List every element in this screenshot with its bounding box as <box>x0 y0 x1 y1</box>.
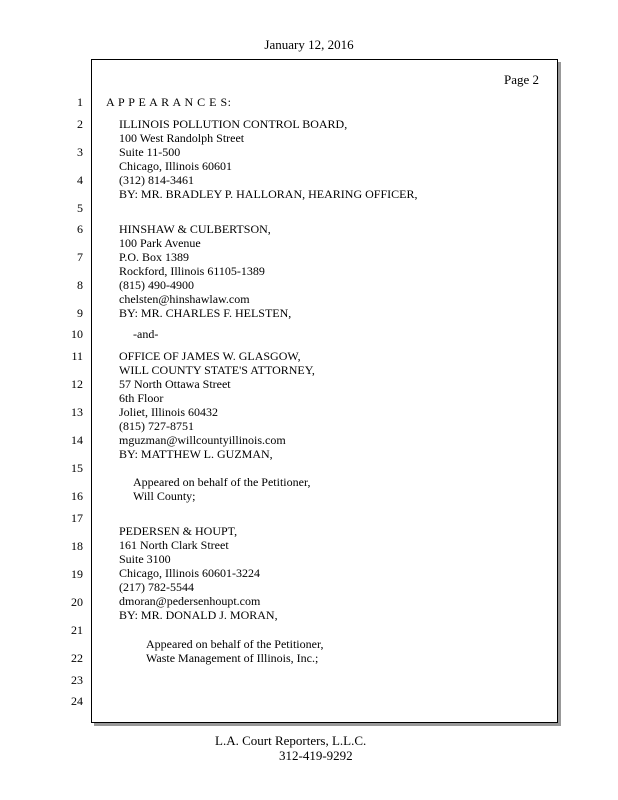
pedersen-behalf-line1: Appeared on behalf of the Petitioner, <box>146 637 324 651</box>
line-number: 21 <box>71 623 83 637</box>
line-number: 11 <box>71 349 83 363</box>
hinshaw-email: chelsten@hinshawlaw.com <box>119 292 250 306</box>
glasgow-behalf-line1: Appeared on behalf of the Petitioner, <box>133 475 311 489</box>
pcb-suite: Suite 11-500 <box>119 145 181 159</box>
glasgow-behalf-line2: Will County; <box>133 489 196 503</box>
pedersen-city: Chicago, Illinois 60601-3224 <box>119 566 260 580</box>
line-number: 19 <box>71 567 83 581</box>
line-number: 6 <box>77 222 83 236</box>
pcb-by: BY: MR. BRADLEY P. HALLORAN, HEARING OFFICER, <box>119 187 418 201</box>
glasgow-by: BY: MATTHEW L. GUZMAN, <box>119 447 273 461</box>
header-date: January 12, 2016 <box>264 37 354 52</box>
hinshaw-street: 100 Park Avenue <box>119 236 201 250</box>
hinshaw-phone: (815) 490-4900 <box>119 278 194 292</box>
pcb-phone: (312) 814-3461 <box>119 173 194 187</box>
line-number: 16 <box>71 489 83 503</box>
glasgow-street: 57 North Ottawa Street <box>119 377 231 391</box>
pedersen-behalf-line2: Waste Management of Illinois, Inc.; <box>146 651 319 665</box>
line-number: 12 <box>71 377 83 391</box>
line-number: 15 <box>71 461 83 475</box>
footer-phone: 312-419-9292 <box>279 748 353 763</box>
footer-company: L.A. Court Reporters, L.L.C. <box>215 733 367 748</box>
line-number: 2 <box>77 117 83 131</box>
pcb-city: Chicago, Illinois 60601 <box>119 159 232 173</box>
hinshaw-by: BY: MR. CHARLES F. HELSTEN, <box>119 306 292 320</box>
pcb-street: 100 West Randolph Street <box>119 131 245 145</box>
line-number: 24 <box>71 694 83 708</box>
line-number: 17 <box>71 511 83 525</box>
pedersen-phone: (217) 782-5544 <box>119 580 194 594</box>
line-number: 3 <box>77 145 83 159</box>
appearances-heading: A P P E A R A N C E S: <box>106 95 232 109</box>
line-number: 18 <box>71 539 83 553</box>
pedersen-by: BY: MR. DONALD J. MORAN, <box>119 608 278 622</box>
line-number: 4 <box>77 173 83 187</box>
glasgow-name: OFFICE OF JAMES W. GLASGOW, <box>119 349 301 363</box>
line-number: 9 <box>77 306 83 320</box>
and-separator: -and- <box>133 327 159 341</box>
line-number: 23 <box>71 673 83 687</box>
glasgow-title: WILL COUNTY STATE'S ATTORNEY, <box>119 363 315 377</box>
hinshaw-city: Rockford, Illinois 61105-1389 <box>119 264 265 278</box>
line-number: 8 <box>77 278 83 292</box>
pedersen-email: dmoran@pedersenhoupt.com <box>119 594 261 608</box>
line-number: 14 <box>71 433 83 447</box>
glasgow-city: Joliet, Illinois 60432 <box>119 405 218 419</box>
line-number: 20 <box>71 595 83 609</box>
line-number: 22 <box>71 651 83 665</box>
glasgow-email: mguzman@willcountyillinois.com <box>119 433 286 447</box>
pcb-name: ILLINOIS POLLUTION CONTROL BOARD, <box>119 117 348 131</box>
hinshaw-box: P.O. Box 1389 <box>119 250 190 264</box>
pedersen-name: PEDERSEN & HOUPT, <box>119 524 238 538</box>
pedersen-street: 161 North Clark Street <box>119 538 229 552</box>
line-number: 13 <box>71 405 83 419</box>
line-number: 7 <box>77 250 83 264</box>
glasgow-phone: (815) 727-8751 <box>119 419 194 433</box>
page-number: Page 2 <box>504 72 540 87</box>
glasgow-floor: 6th Floor <box>119 391 164 405</box>
line-number: 10 <box>71 327 83 341</box>
hinshaw-name: HINSHAW & CULBERTSON, <box>119 222 271 236</box>
line-number: 1 <box>77 95 83 109</box>
pedersen-suite: Suite 3100 <box>119 552 171 566</box>
line-number: 5 <box>77 201 83 215</box>
